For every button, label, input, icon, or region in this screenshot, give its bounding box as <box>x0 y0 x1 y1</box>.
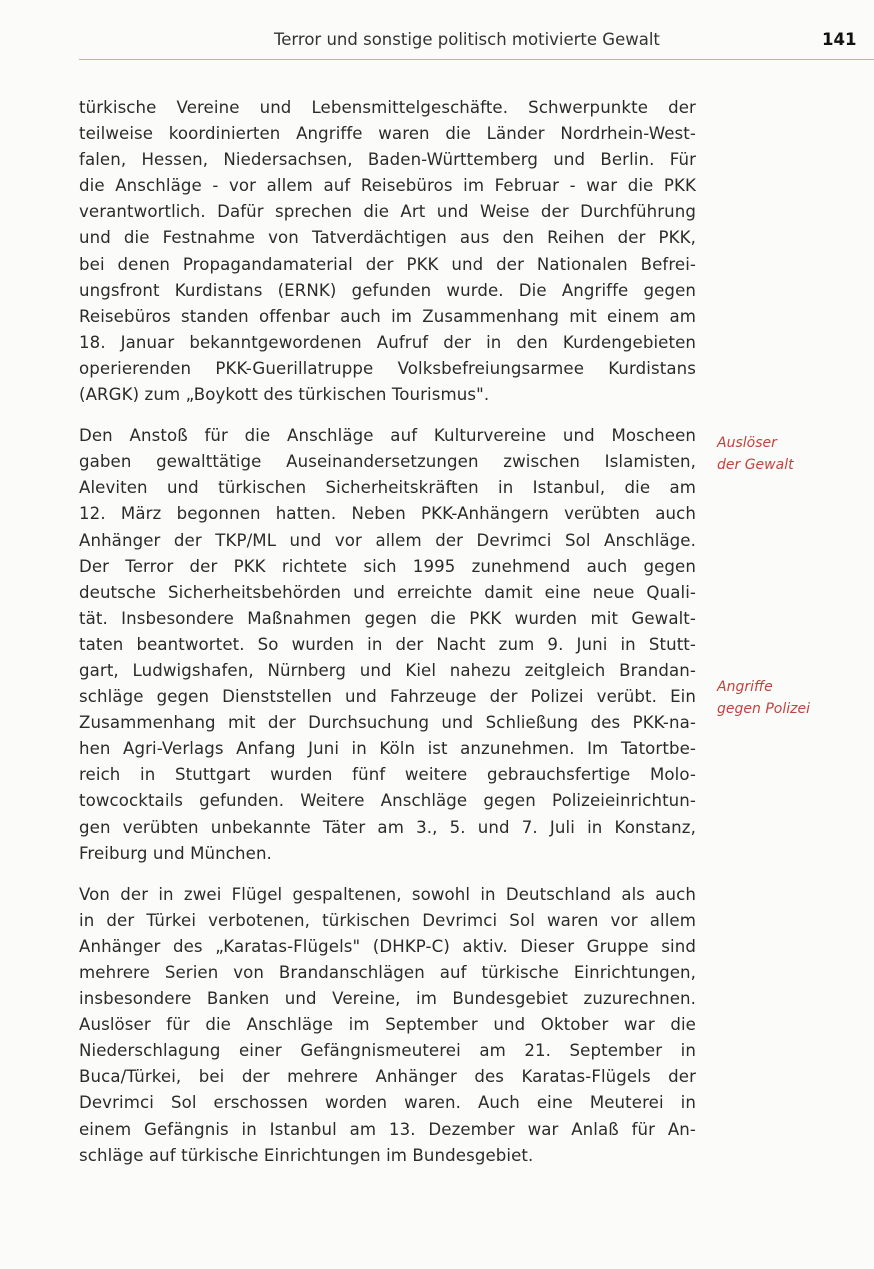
margin-note-line: der Gewalt <box>717 457 794 473</box>
text-line: Anhänger des „Karatas-Flügels" (DHKP-C) aktiv. Dieser Gruppe sind <box>79 936 696 956</box>
text-line: türkische Vereine und Lebensmittelgeschäfte. Schwerpunkte der <box>79 98 696 117</box>
text-line: Aleviten und türkischen Sicherheitskräften in Istanbul, die am <box>79 478 696 498</box>
text-line: tät. Insbesondere Maßnahmen gegen die PKK wurden mit Gewalt- <box>79 608 696 628</box>
text-line: einem Gefängnis in Istanbul am 13. Dezember war Anlaß für An- <box>79 1119 696 1139</box>
text-line: Niederschlagung einer Gefängnismeuterei am 21. September in <box>79 1041 696 1061</box>
margin-note-line: gegen Polizei <box>717 701 810 717</box>
text-line: Zusammenhang mit der Durchsuchung und Schließung des PKK-na- <box>79 713 696 733</box>
text-line: gen verübten unbekannte Täter am 3., 5. und 7. Juli in Konstanz, <box>79 817 696 837</box>
text-line: Der Terror der PKK richtete sich 1995 zunehmend auch gegen <box>79 556 696 576</box>
text-line: schläge auf türkische Einrichtungen im Bundesgebiet. <box>79 1145 534 1165</box>
text-line: Devrimci Sol erschossen worden waren. Auch eine Meuterei in <box>79 1093 696 1113</box>
text-line: ungsfront Kurdistans (ERNK) gefunden wurde. Die Angriffe gegen <box>79 280 696 300</box>
text-line: taten beantwortet. So wurden in der Nacht zum 9. Juni in Stutt- <box>79 634 696 654</box>
page-number: 141 <box>822 30 857 49</box>
text-line: (ARGK) zum „Boykott des türkischen Tourismus". <box>79 385 490 405</box>
text-line: Auslöser für die Anschläge im September und Oktober war die <box>79 1015 696 1035</box>
text-line: hen Agri-Verlags Anfang Juni in Köln ist anzunehmen. Im Tatortbe- <box>79 739 696 759</box>
text-line: 12. März begonnen hatten. Neben PKK-Anhängern verübten auch <box>79 504 696 524</box>
text-line: gaben gewalttätige Auseinandersetzungen zwischen Islamisten, <box>79 452 696 472</box>
text-line: mehrere Serien von Brandanschlägen auf türkische Einrichtungen, <box>79 963 696 982</box>
text-line: Den Anstoß für die Anschläge auf Kulturvereine und Moscheen <box>79 426 696 446</box>
text-line: falen, Hessen, Niedersachsen, Baden-Württemberg und Berlin. Für <box>79 150 696 170</box>
text-line: die Anschläge - vor allem auf Reisebüros im Februar - war die PKK <box>79 176 696 196</box>
text-line: Freiburg und München. <box>79 843 272 863</box>
text-line: Buca/Türkei, bei der mehrere Anhänger des Karatas-Flügels der <box>79 1067 696 1087</box>
margin-note-line: Angriffe <box>717 679 773 695</box>
text-line: operierenden PKK-Guerillatruppe Volksbefreiungsarmee Kurdistans <box>79 358 696 378</box>
margin-note-angriffe <box>717 676 867 720</box>
text-line: in der Türkei verbotenen, türkischen Devrimci Sol waren vor allem <box>79 910 696 930</box>
text-line: und die Festnahme von Tatverdächtigen aus den Reihen der PKK, <box>79 228 696 248</box>
text-line: deutsche Sicherheitsbehörden und erreichte damit eine neue Quali- <box>79 582 696 602</box>
body-text-column <box>79 95 696 1184</box>
running-header-title: Terror und sonstige politisch motivierte Gewalt <box>274 30 660 49</box>
text-line: reich in Stuttgart wurden fünf weitere gebrauchsfertige Molo- <box>79 765 696 785</box>
text-line: towcocktails gefunden. Weitere Anschläge gegen Polizeieinrichtun- <box>79 791 696 811</box>
paragraph-3 <box>79 882 696 1169</box>
text-line: Reisebüros standen offenbar auch im Zusammenhang mit einem am <box>79 306 696 326</box>
header-rule <box>79 59 874 60</box>
margin-note-line: Auslöser <box>717 435 777 451</box>
paragraph-1 <box>79 95 696 408</box>
text-line: 18. Januar bekanntgewordenen Aufruf der in den Kurdengebieten <box>79 332 696 352</box>
text-line: Anhänger der TKP/ML und vor allem der Devrimci Sol Anschläge. <box>79 530 696 550</box>
text-line: verantwortlich. Dafür sprechen die Art und Weise der Durchführung <box>79 202 696 222</box>
text-line: gart, Ludwigshafen, Nürnberg und Kiel nahezu zeitgleich Brandan- <box>79 660 696 680</box>
text-line: insbesondere Banken und Vereine, im Bundesgebiet zuzurechnen. <box>79 989 696 1009</box>
text-line: bei denen Propagandamaterial der PKK und der Nationalen Befrei- <box>79 254 696 274</box>
running-header <box>0 0 874 62</box>
paragraph-2 <box>79 423 696 867</box>
text-line: teilweise koordinierten Angriffe waren die Länder Nordrhein-West- <box>79 124 696 144</box>
text-line: schläge gegen Dienststellen und Fahrzeuge der Polizei verübt. Ein <box>79 687 696 707</box>
margin-note-ausloeser <box>717 432 867 476</box>
text-line: Von der in zwei Flügel gespaltenen, sowohl in Deutschland als auch <box>79 884 696 904</box>
